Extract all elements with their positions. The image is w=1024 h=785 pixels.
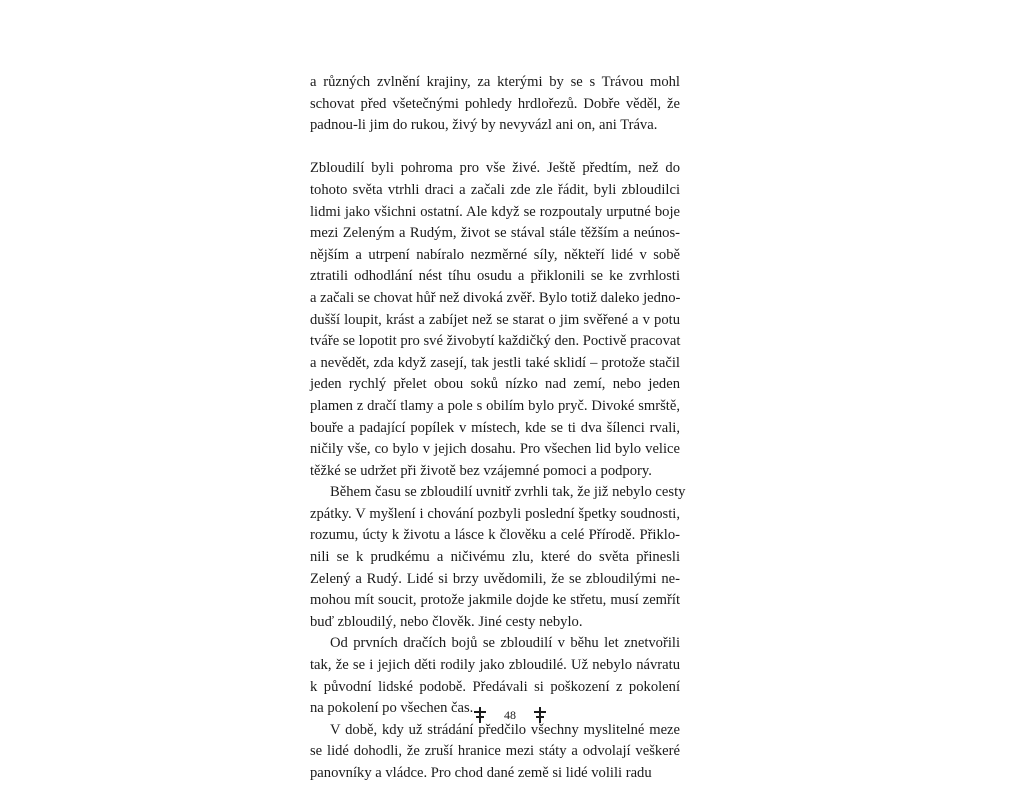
page-number: 48 — [504, 707, 516, 722]
text-line: mezi Zeleným a Rudým, život se stával stále těžším a neúnos- — [310, 225, 680, 242]
text-line: Od prvních dračích bojů se zbloudilí v běhu let znetvořili — [330, 635, 680, 652]
text-line: jeden rychlý přelet obou soků nízko nad zemí, nebo jeden — [310, 376, 680, 393]
text-line: Zbloudilí byli pohroma pro vše živé. Ještě předtím, než do — [310, 160, 680, 177]
text-line: panovníky a vládce. Pro chod dané země si lidé volili radu — [310, 765, 652, 781]
paragraph — [310, 482, 686, 633]
text-line: bouře a padající popílek v místech, kde se ti dva šílenci rvali, — [310, 419, 680, 436]
text-line: a začali se chovat hůř než divoká zvěř. Bylo totiž daleko jedno- — [310, 289, 681, 306]
paragraph — [310, 158, 680, 482]
text-line: a různých zvlnění krajiny, za kterými by se s Trávou mohl — [310, 74, 680, 90]
text-line: padnou-li jim do rukou, živý by nevyvázl ani on, ani Tráva. — [310, 117, 658, 134]
text-line: tváře se lopotit pro své živobytí každičký den. Poctivě pracovat — [310, 333, 681, 350]
cross-ornament-icon — [472, 706, 488, 724]
text-line: buď zbloudilý, nebo člověk. Jiné cesty nebylo. — [310, 613, 583, 630]
text-line: lidmi jako všichni ostatní. Ale když se rozpoutaly urputné boje — [310, 203, 680, 220]
text-line: k původní lidské podobě. Předávali si poškození z pokolení — [310, 678, 680, 695]
cross-ornament-icon — [532, 706, 548, 724]
text-line: Zelený a Rudý. Lidé si brzy uvědomili, že se zbloudilými ne- — [310, 570, 680, 587]
text-line: tohoto světa vtrhli draci a začali zde zle řádit, byli zbloudilci — [310, 181, 680, 198]
text-line: těžké se udržet při životě bez vzájemné pomoci a podpory. — [310, 462, 652, 479]
paragraph-gap — [310, 137, 680, 159]
text-line: na pokolení po všechen čas. — [310, 700, 474, 717]
text-line: ztratili odhodlání nést tíhu osudu a přiklonili se ke zvrhlosti — [310, 268, 680, 285]
text-line: nili se k prudkému a ničivému zlu, které do světa přinesli — [310, 549, 680, 566]
text-line: plamen z dračí tlamy a pole s obilím bylo pryč. Divoké smrště, — [310, 397, 680, 414]
text-line: zpátky. V myšlení i chování pozbyli poslední špetky soudnosti, — [310, 505, 680, 522]
text-line: V době, kdy už strádání předčilo všechny myslitelné meze — [330, 721, 680, 738]
text-line: ničily vše, co bylo v jejich dosahu. Pro všechen lid bylo velice — [310, 441, 680, 458]
text-line: tak, že se i jejich děti rodily jako zbloudilé. Už nebylo návratu — [310, 657, 680, 674]
text-line: dušší loupit, krást a zabíjet než se starat o jim svěřené a v potu — [310, 311, 680, 328]
text-line: rozumu, úcty k životu a lásce k člověku a celé Přírodě. Přiklo- — [310, 527, 680, 544]
text-line: schovat před všetečnými pohledy hrdlořezů. Dobře věděl, že — [310, 95, 680, 112]
paragraph — [310, 720, 680, 785]
text-line: se lidé dohodli, že zruší hranice mezi státy a odvolají veškeré — [310, 743, 680, 760]
text-line: Během času se zbloudilí uvnitř zvrhli tak, že již nebylo cesty — [330, 484, 686, 501]
text-line: a nevědět, zda když zasejí, tak jestli také sklidí – protože stačil — [310, 354, 680, 371]
text-line: mohou mít soucit, protože jakmile dojde ke střetu, musí zemřít — [310, 592, 680, 609]
body-text — [310, 72, 686, 785]
page-footer — [455, 703, 565, 727]
paragraph — [310, 72, 680, 137]
text-line: nějším a utrpení nabíralo nezměrné síly, někteří lidé v sobě — [310, 246, 680, 263]
